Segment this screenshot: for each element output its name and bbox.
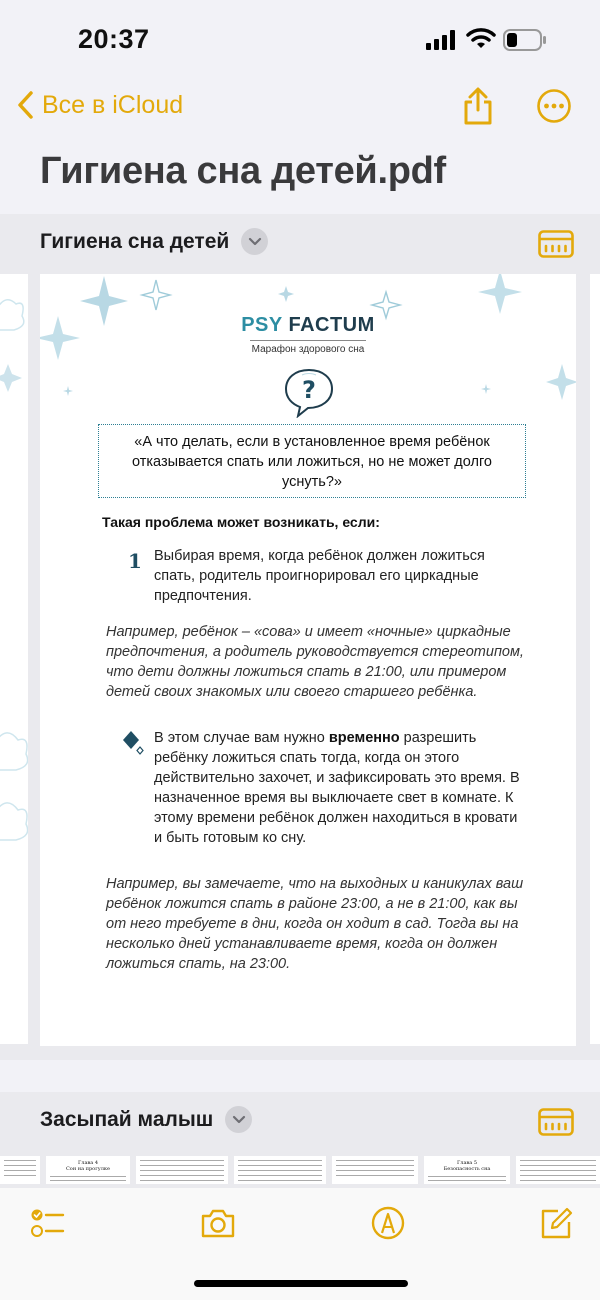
share-icon[interactable] [460,86,496,126]
brand-logo [40,314,576,337]
pdf-section [0,214,600,1060]
more-options-icon[interactable] [536,88,572,124]
thumbnail-chapter: Глава 5 [456,1160,478,1166]
page-thumbnail[interactable] [332,1156,418,1184]
brand-psy: PSY [241,314,283,336]
page-thumbnail[interactable] [516,1156,600,1184]
page-thumbnails-icon[interactable] [538,1108,574,1136]
expand-section-button[interactable] [225,1106,252,1133]
brand-factum: FACTUM [288,314,375,336]
diamond-bullet-icon [122,730,144,756]
chevron-down-icon [248,237,262,247]
markup-pen-icon[interactable] [370,1206,406,1240]
previous-page-preview[interactable] [0,274,28,1044]
navigation-bar [0,80,600,136]
advice-text-end: разрешить ребёнку ложиться спать тогда, когда он этого действительно захочет, и зафиксировать это время. В назначенное время вы выключаете свет в комнате. К этому времени ребёнок должен находиться в кровати и быть готовым ко сну. [154,730,520,846]
example-paragraph: Например, ребёнок – «сова» и имеет «ночные» циркадные предпочтения, а родитель руководствуется стереотипом, что дети должны ложиться спать в 21:00, или примером детей своих знакомых или своего старшего ребёнка. [106,624,524,700]
camera-icon[interactable] [200,1206,236,1240]
page-thumbnails-icon[interactable] [538,230,574,258]
thumbnail-subtitle: Сон на прогулке [65,1166,111,1172]
thumbnail-chapter: Глава 4 [77,1160,99,1166]
home-indicator[interactable] [194,1280,408,1287]
chevron-down-icon [232,1115,246,1125]
page-thumbnail-strip [0,1156,600,1188]
section-header [40,1106,252,1133]
brand-divider [250,340,366,341]
problem-heading: Такая проблема может возникать, если: [102,514,380,530]
question-bubble-icon [282,366,336,418]
wifi-icon [466,26,496,50]
advice-paragraph [154,728,526,848]
status-time: 20:37 [78,24,150,54]
thumbnail-subtitle: Безопасность сна [443,1166,491,1172]
compose-note-icon[interactable] [538,1206,574,1240]
bottom-toolbar [0,1188,600,1300]
page-thumbnail[interactable] [234,1156,326,1184]
quote-box: «А что делать, если в установленное время ребёнок отказывается спать или ложиться, но не может долго уснуть?» [98,424,526,498]
brand-subtitle: Марафон здорового сна [251,344,365,355]
section-title: Гигиена сна детей [40,229,230,253]
cloud-decoration [0,274,28,1044]
next-page-preview[interactable] [590,274,600,1044]
battery-icon [503,29,547,51]
section-title: Засыпай малыш [40,1107,214,1131]
page-thumbnail[interactable] [46,1156,130,1184]
list-item-text: Выбирая время, когда ребёнок должен ложиться спать, родитель проигнорировал его циркадные предпочтения. [154,548,485,604]
advice-text-start: В этом случае вам нужно [154,730,329,746]
chevron-left-icon [16,90,36,120]
document-title: Гигиена сна детей.pdf [40,150,446,192]
back-button[interactable] [16,90,183,120]
example-paragraph-2: Например, вы замечаете, что на выходных и каникулах ваш ребёнок ложится спать в районе 23:00, а не в 21:00, как вы от него требуете в дни, когда он ходит в сад. Тогда вы на несколько дней устанавливаете время, когда он должен ложиться спать, на 23:00. [106,876,524,972]
back-button-label: Все в iCloud [42,90,184,119]
status-bar [0,0,600,80]
advice-emphasis: временно [328,730,400,746]
page-thumbnail[interactable] [0,1156,40,1184]
pdf-page[interactable] [40,274,576,1046]
section-header [40,228,268,255]
expand-section-button[interactable] [241,228,268,255]
page-thumbnail[interactable] [136,1156,228,1184]
svg-text:?: ? [302,376,316,404]
page-thumbnail[interactable] [424,1156,510,1184]
list-number: 1 [128,549,142,573]
cellular-signal-icon [426,30,458,50]
checklist-icon[interactable] [30,1206,66,1240]
